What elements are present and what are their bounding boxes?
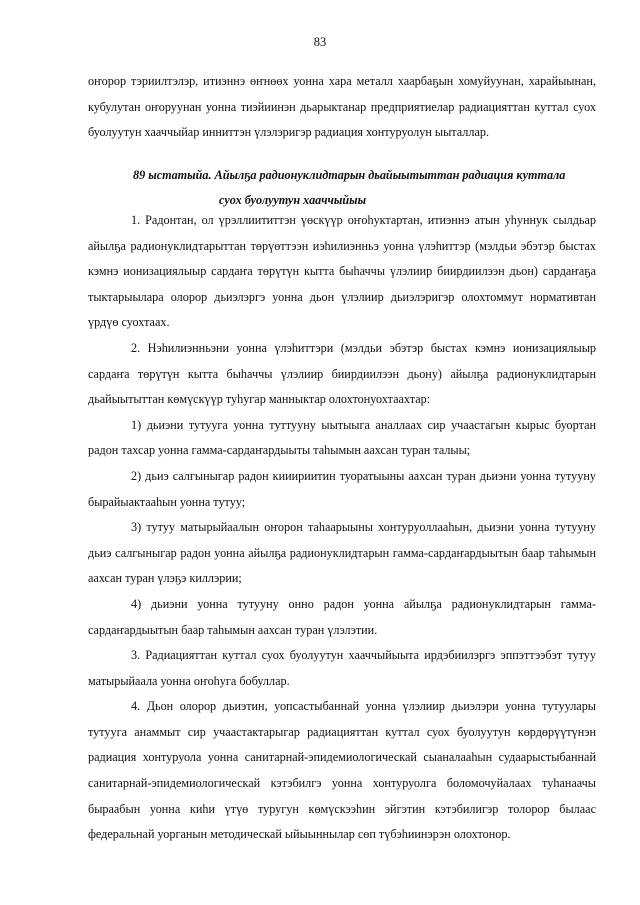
list-item-3: 3) тутуу матырыйаалын оҥорон таһаарыыны хонтуруоллааһын, дьиэни уонна тутууну дьиэ салгыныгар радон уонна айылҕа радионуклидтарын гамма-сардаҥардыытын баар таһымын аахсан туран үлэҕэ киллэрии; — [88, 520, 596, 586]
list-item-4: 4) дьиэни уонна тутууну онно радон уонна айылҕа радионуклидтарын гамма-сардаҥардыытын баар таһымын аахсан туран үлэлэтии. — [88, 596, 596, 637]
paragraph-1: 1. Радонтан, ол үрэллиититтэн үөскүүр оҥоһуктартан, итиэннэ атын уһуннук сылдьар айылҕа радионуклидтарыттан төрүөттээн иэһилиэнньэ уонна үлэһиттэр (мэлдьи эбэтэр быстах кэмнэ ионизациялыыр сардаҥа төрүтүн кытта быһаччы үлэлиир биирдиилээн дьон) сардаҥаҕа тыктарыылара олорор дьиэлэргэ уонна дьон үлэлиир дьиэлэригэр олохтоммут нормативтан үрдүө суохтаах. — [88, 213, 596, 330]
paragraph-3: 3. Радиацияттан куттал суох буолуутун хааччыйыыта ирдэбиилэргэ эппэттээбэт тутуу матырыйаала уонна оҥоһуга бобуллар. — [88, 648, 596, 688]
paragraph-2: 2. Нэһилиэнньэни уонна үлэһиттэри (мэлдьи эбэтэр быстах кэмнэ ионизациялыыр сардаҥа төрүтүн кытта быһаччы үлэлиир биирдиилээн дьону) айылҕа радионуклидтарын дьайыытыттан көмүскүүр туһугар манныктар олохтонуохтаахтар: — [88, 340, 596, 407]
intro-text-block — [88, 69, 596, 146]
paragraph-4: 4. Дьон олорор дьиэтин, уопсастыбаннай уонна үлэлиир дьиэлэри уонна тутуулары тутууга анаммыт сир учаастактарыгар радиацияттан куттал суох буолуутун көрдөрүүтүнэн радиация хонтуруола уонна санитарнай-эпидемиологическай сыаналааһын судаарыстыбаннай санитарнай-эпидемиологическай кэтэбилгэ уонна хонтуруолга боломочуйалаах туһанаачы быраабын уонна киһи үтүө туругун көмүскээһин эйгэтин кэтэбилигэр толорор былаас федеральнай уорганын методическай ыйыыннылар сөп түбэһиинэрэн олохтонор. — [88, 699, 596, 842]
list-item-1: 1) дьиэни тутууга уонна туттууну ыытыыга аналлаах сир учаастагын кырыс буортан радон тахсар уонна гамма-сардаҥардыыты таһымын аахсан туран талыы; — [88, 417, 596, 458]
list-item-2: 2) дьиэ салгыныгар радон кииириитин туоратыыны аахсан туран дьиэни уонна тутууну бырайыактааһын уонна тутуу; — [88, 468, 596, 509]
article-heading — [88, 163, 596, 213]
page-number: 83 — [313, 35, 327, 49]
article-heading-line-2: суох буолуутун хааччыйыы — [219, 193, 367, 207]
article-body — [88, 208, 596, 848]
intro-paragraph: оҥорор тэриилтэлэр, итиэннэ өҥнөөх уонна хара металл хаарбаҕын хомуйуунан, харайыынан, кубулутан оҥоруунан уонна тиэйиинэн дьарыктанар предприятиелар радиацияттан куттал суох буолуутун хааччыйар инниттэн үлэлэригэр радиация хонтуруолун ыыталлар. — [88, 74, 596, 140]
article-heading-line-1: 89 ыстатыйа. Айылҕа радионуклидтарын дьайыытыттан радиация куттала — [133, 168, 566, 182]
